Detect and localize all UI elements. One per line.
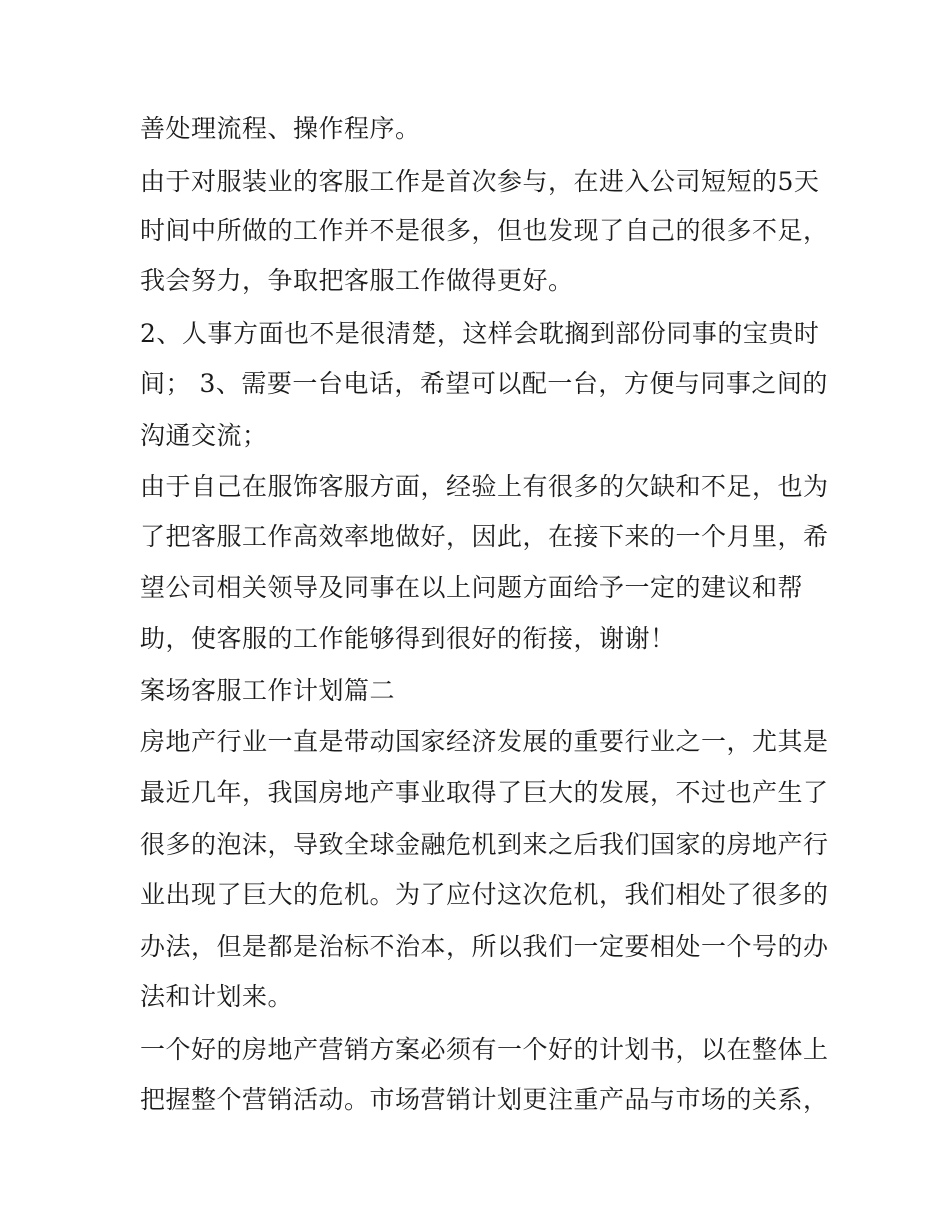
section-heading: 案场客服工作计划篇二 — [140, 676, 396, 705]
text-line: 间； 3、需要一台电话，希望可以配一台，方便与同事之间的 — [140, 369, 828, 398]
text-line: 一个好的房地产营销方案必须有一个好的计划书，以在整体上 — [140, 1035, 829, 1064]
text-line: 时间中所做的工作并不是很多，但也发现了自己的很多不足， — [140, 216, 829, 245]
text-line: 我会努力，争取把客服工作做得更好。 — [140, 266, 574, 295]
text-line: 房地产行业一直是带动国家经济发展的重要行业之一，尤其是 — [140, 727, 829, 756]
text-line: 2、人事方面也不是很清楚，这样会耽搁到部份同事的宝贵时 — [140, 319, 820, 348]
text-line: 由于对服装业的客服工作是首次参与，在进入公司短短的5天 — [140, 167, 820, 196]
text-line: 办法，但是都是治标不治本，所以我们一定要相处一个号的办 — [140, 932, 829, 961]
text-line: 法和计划来。 — [140, 982, 294, 1011]
text-line: 了把客服工作高效率地做好，因此，在接下来的一个月里，希 — [140, 522, 829, 551]
text-line: 业出现了巨大的危机。为了应付这次危机，我们相处了很多的 — [140, 880, 829, 909]
text-line: 很多的泡沫，导致全球金融危机到来之后我们国家的房地产行 — [140, 830, 829, 859]
text-line: 由于自己在服饰客服方面，经验上有很多的欠缺和不足，也为 — [140, 472, 829, 501]
text-line: 善处理流程、操作程序。 — [140, 114, 421, 143]
text-line: 望公司相关领导及同事在以上问题方面给予一定的建议和帮 — [140, 573, 804, 602]
text-line: 助，使客服的工作能够得到很好的衔接，谢谢！ — [140, 624, 676, 653]
text-line: 把握整个营销活动。市场营销计划更注重产品与市场的关系， — [140, 1085, 829, 1114]
text-line: 最近几年，我国房地产事业取得了巨大的发展，不过也产生了 — [140, 778, 829, 807]
text-line: 沟通交流； — [140, 421, 268, 450]
